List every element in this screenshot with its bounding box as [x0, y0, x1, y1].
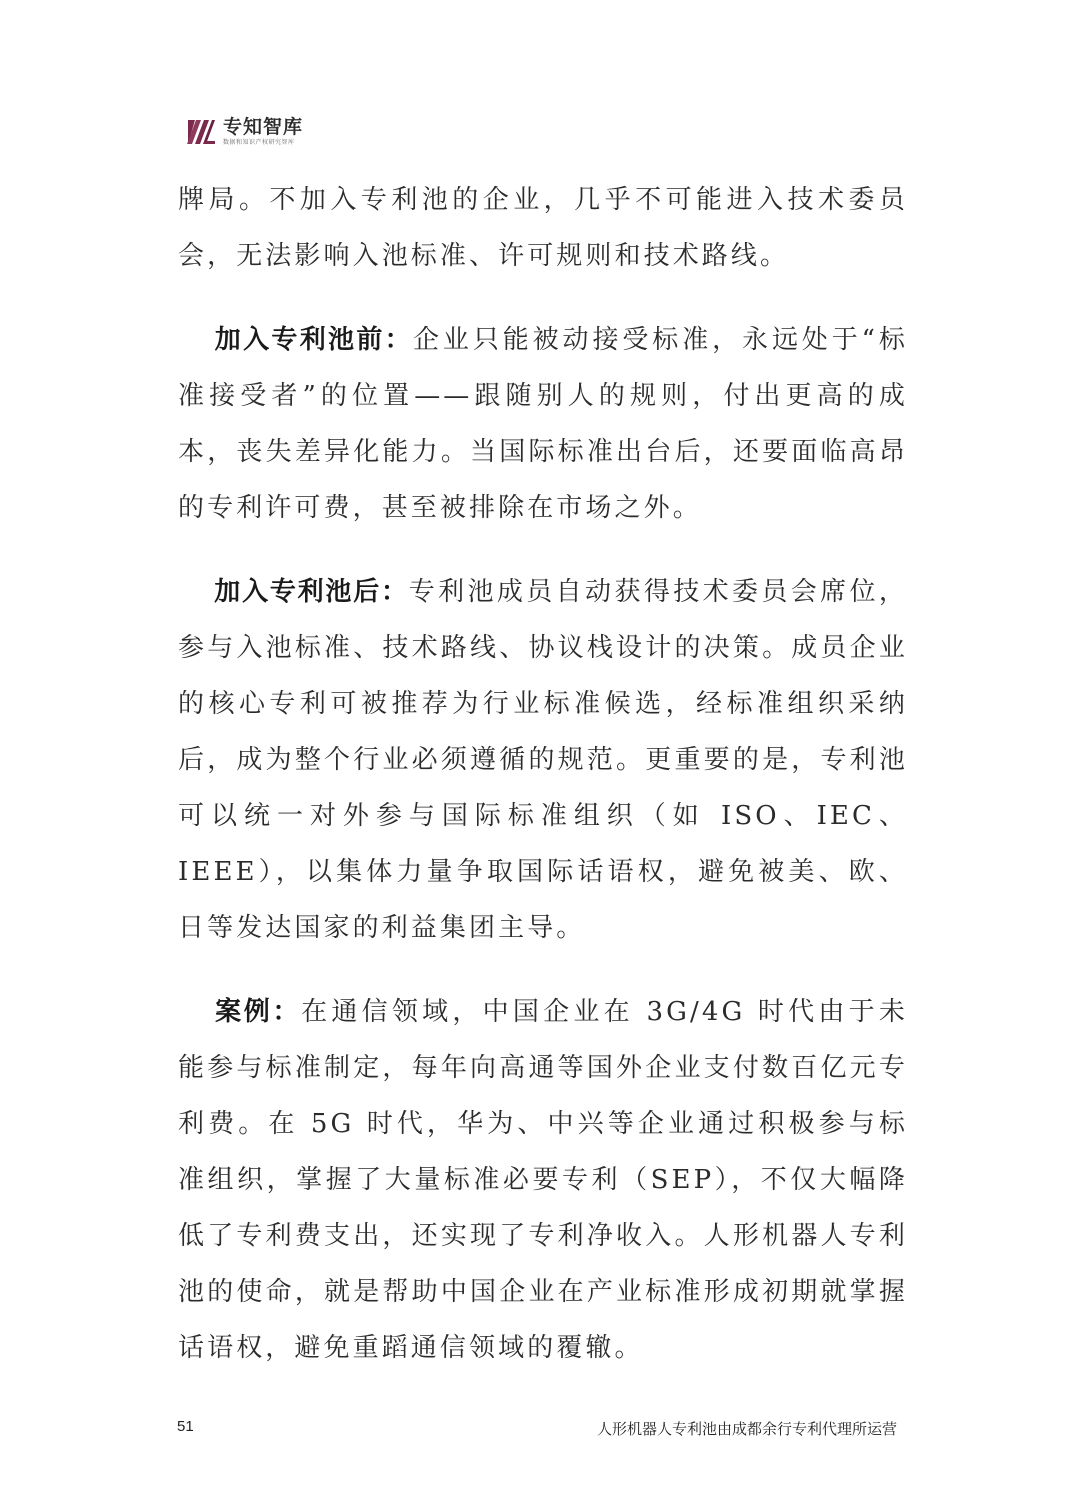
paragraph-text: 牌局。不加入专利池的企业，几乎不可能进入技术委员会，无法影响入池标准、许可规则和技术路线。 — [178, 185, 908, 271]
logo-subtitle: 数据和知识产权研究智库 — [223, 139, 295, 146]
paragraph-case — [178, 984, 908, 1376]
page-number: 51 — [177, 1418, 194, 1435]
paragraph-lead: 加入专利池前： — [214, 325, 413, 355]
paragraph-text: 企业只能被动接受标准，永远处于“标准接受者”的位置——跟随别人的规则，付出更高的成本，丧失差异化能力。当国际标准出台后，还要面临高昂的专利许可费，甚至被排除在市场之外。 — [178, 325, 908, 523]
document-header — [186, 112, 303, 152]
paragraph-text: 在通信领域，中国企业在 3G/4G 时代由于未能参与标准制定，每年向高通等国外企业支付数百亿元专利费。在 5G 时代，华为、中兴等企业通过积极参与标准组织，掌握了大量标准必要专利（SEP），不仅大幅降低了专利费支出，还实现了专利净收入。人形机器人专利池的使命，就是帮助中国企业在产业标准形成初期就掌握话语权，避免重蹈通信领域的覆辙。 — [178, 997, 908, 1363]
logo-name: 专知智库 — [223, 116, 304, 138]
paragraph-text: 专利池成员自动获得技术委员会席位，参与入池标准、技术路线、协议栈设计的决策。成员企业的核心专利可被推荐为行业标准候选，经标准组织采纳后，成为整个行业必须遵循的规范。更重要的是，专利池可以统一对外参与国际标准组织（如 ISO、IEC、IEEE），以集体力量争取国际话语权，避免被美、欧、日等发达国家的利益集团主导。 — [178, 577, 908, 943]
document-body — [178, 172, 908, 1376]
paragraph-after-joining — [178, 564, 908, 956]
paragraph-lead: 案例： — [214, 997, 302, 1027]
paragraph-continued — [178, 172, 908, 284]
paragraph-before-joining — [178, 312, 908, 536]
logo-icon — [186, 117, 216, 147]
footer-title: 人形机器人专利池由成都余行专利代理所运营 — [596, 1420, 897, 1438]
paragraph-lead: 加入专利池后： — [214, 577, 409, 607]
